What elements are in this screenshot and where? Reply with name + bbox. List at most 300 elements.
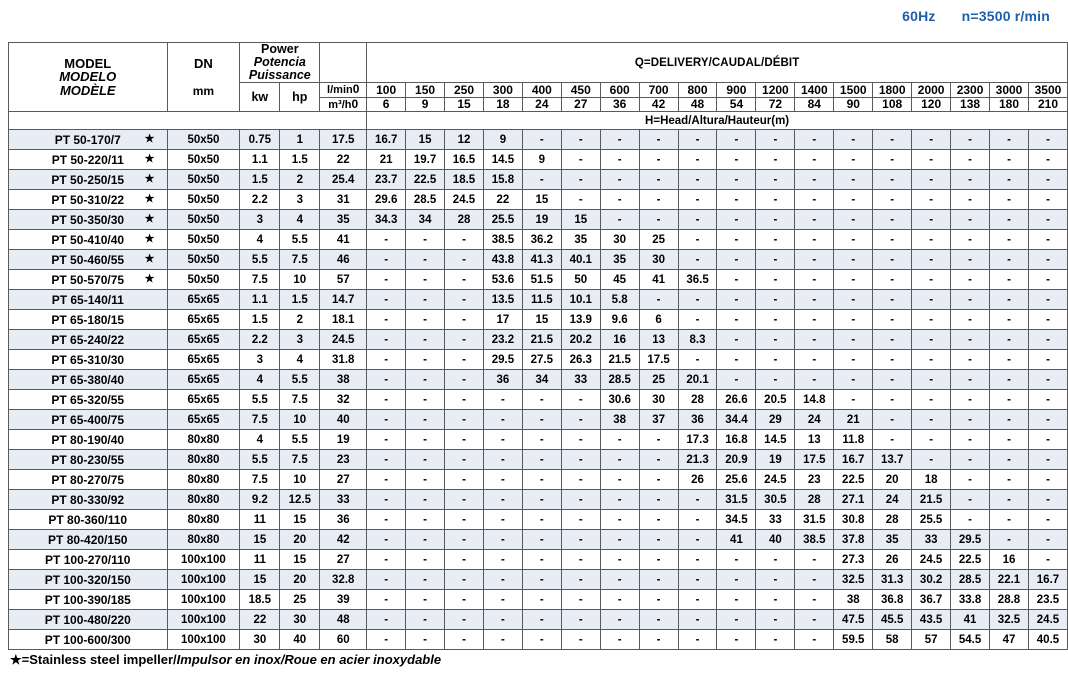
cell-dn: 50x50: [167, 210, 240, 230]
cell-head-8: -: [678, 210, 717, 230]
cell-head-10: -: [756, 210, 795, 230]
cell-head-3: -: [483, 530, 522, 550]
cell-head-10: -: [756, 270, 795, 290]
cell-head-11: -: [795, 550, 834, 570]
model-label: PT 65-380/40: [51, 372, 125, 387]
cell-hp: 15: [280, 510, 320, 530]
cell-head-0: -: [367, 290, 406, 310]
cell-head-2: -: [445, 590, 484, 610]
cell-head-5: -: [561, 410, 600, 430]
cell-dn: 100x100: [167, 570, 240, 590]
cell-head-0: -: [367, 310, 406, 330]
cell-head-12: 47.5: [834, 610, 873, 630]
cell-head-15: -: [951, 250, 990, 270]
cell-head-16: -: [990, 370, 1029, 390]
cell-head-17: -: [1028, 530, 1067, 550]
cell-head-1: -: [406, 590, 445, 610]
cell-head-16: -: [990, 170, 1029, 190]
cell-head-0: -: [367, 530, 406, 550]
cell-hp: 7.5: [280, 390, 320, 410]
cell-head-2: -: [445, 630, 484, 650]
cell-head-11: -: [795, 630, 834, 650]
table-row: [9, 170, 1068, 190]
cell-flow-zero: 24.5: [320, 330, 367, 350]
cell-head-2: 18.5: [445, 170, 484, 190]
speed-label: n=3500 r/min: [961, 8, 1050, 24]
cell-head-13: 35: [873, 530, 912, 550]
cell-head-3: -: [483, 450, 522, 470]
cell-head-8: -: [678, 350, 717, 370]
table-row: [9, 210, 1068, 230]
cell-head-5: -: [561, 490, 600, 510]
cell-head-11: -: [795, 570, 834, 590]
cell-flow-zero: 41: [320, 230, 367, 250]
header-dn: [167, 43, 240, 112]
cell-kw: 3: [240, 210, 280, 230]
cell-head-16: -: [990, 490, 1029, 510]
cell-model: [9, 350, 168, 370]
cell-head-15: -: [951, 350, 990, 370]
cell-kw: 2.2: [240, 330, 280, 350]
cell-head-14: -: [912, 230, 951, 250]
cell-head-10: 33: [756, 510, 795, 530]
cell-head-0: -: [367, 270, 406, 290]
cell-model: [9, 250, 168, 270]
cell-head-16: -: [990, 150, 1029, 170]
cell-hp: 1: [280, 130, 320, 150]
cell-head-14: 18: [912, 470, 951, 490]
footnote-fr: Roue en acier inoxydable: [284, 652, 442, 667]
cell-head-1: -: [406, 350, 445, 370]
cell-head-14: -: [912, 390, 951, 410]
cell-model: [9, 330, 168, 350]
cell-head-4: 34: [522, 370, 561, 390]
cell-head-13: -: [873, 190, 912, 210]
table-row: [9, 450, 1068, 470]
cell-head-3: 14.5: [483, 150, 522, 170]
cell-head-11: 13: [795, 430, 834, 450]
cell-head-13: -: [873, 310, 912, 330]
cell-dn: 50x50: [167, 130, 240, 150]
header-lmin-100: 100: [367, 83, 406, 98]
table-row: [9, 230, 1068, 250]
cell-head-12: 32.5: [834, 570, 873, 590]
cell-hp: 1.5: [280, 150, 320, 170]
header-m3h-15: 15: [445, 97, 484, 112]
footnote-sep1: /: [173, 652, 177, 667]
cell-head-0: -: [367, 490, 406, 510]
header-m3h-zero: 0: [351, 96, 359, 111]
stainless-star-icon: ★: [144, 193, 155, 206]
cell-head-6: -: [600, 190, 639, 210]
cell-kw: 15: [240, 570, 280, 590]
cell-head-10: -: [756, 570, 795, 590]
cell-dn: 65x65: [167, 410, 240, 430]
cell-head-12: 16.7: [834, 450, 873, 470]
cell-head-10: -: [756, 250, 795, 270]
table-row: [9, 290, 1068, 310]
cell-model: [9, 450, 168, 470]
cell-head-11: -: [795, 190, 834, 210]
cell-kw: 30: [240, 630, 280, 650]
cell-head-10: -: [756, 310, 795, 330]
cell-head-12: 27.3: [834, 550, 873, 570]
cell-head-17: -: [1028, 510, 1067, 530]
header-m3h-138: 138: [951, 97, 990, 112]
cell-head-13: -: [873, 170, 912, 190]
cell-head-10: -: [756, 150, 795, 170]
cell-head-5: -: [561, 530, 600, 550]
cell-head-14: 21.5: [912, 490, 951, 510]
cell-head-16: -: [990, 410, 1029, 430]
cell-head-13: 45.5: [873, 610, 912, 630]
cell-head-12: -: [834, 150, 873, 170]
cell-head-1: -: [406, 630, 445, 650]
header-m3h-42: 42: [639, 97, 678, 112]
cell-flow-zero: 39: [320, 590, 367, 610]
cell-model: [9, 470, 168, 490]
cell-head-0: 21: [367, 150, 406, 170]
cell-head-0: -: [367, 590, 406, 610]
header-lmin-800: 800: [678, 83, 717, 98]
cell-head-7: -: [639, 210, 678, 230]
cell-hp: 7.5: [280, 250, 320, 270]
cell-model: [9, 410, 168, 430]
cell-head-9: -: [717, 290, 756, 310]
table-row: [9, 630, 1068, 650]
cell-head-16: -: [990, 190, 1029, 210]
cell-head-12: 37.8: [834, 530, 873, 550]
cell-flow-zero: 48: [320, 610, 367, 630]
cell-head-7: -: [639, 430, 678, 450]
cell-dn: 65x65: [167, 390, 240, 410]
cell-kw: 1.5: [240, 310, 280, 330]
header-m3h-48: 48: [678, 97, 717, 112]
table-row: [9, 610, 1068, 630]
cell-head-8: 26: [678, 470, 717, 490]
footnote-en: Stainless steel impeller: [29, 652, 174, 667]
cell-dn: 50x50: [167, 150, 240, 170]
cell-head-3: -: [483, 590, 522, 610]
model-label: PT 50-570/75: [51, 272, 125, 287]
cell-head-14: -: [912, 450, 951, 470]
table-head: [9, 43, 1068, 130]
cell-model: [9, 190, 168, 210]
cell-hp: 25: [280, 590, 320, 610]
cell-flow-zero: 32: [320, 390, 367, 410]
cell-head-2: 24.5: [445, 190, 484, 210]
cell-head-11: -: [795, 370, 834, 390]
table-row: [9, 190, 1068, 210]
table-row: [9, 550, 1068, 570]
cell-model: [9, 630, 168, 650]
cell-dn: 50x50: [167, 270, 240, 290]
cell-head-0: -: [367, 430, 406, 450]
header-lmin-zero: 0: [352, 82, 360, 97]
cell-head-11: -: [795, 230, 834, 250]
cell-head-6: -: [600, 470, 639, 490]
cell-head-4: -: [522, 630, 561, 650]
cell-head-10: -: [756, 190, 795, 210]
cell-head-10: -: [756, 330, 795, 350]
cell-head-2: -: [445, 530, 484, 550]
cell-head-7: 17.5: [639, 350, 678, 370]
cell-head-13: 13.7: [873, 450, 912, 470]
header-row-head: [9, 112, 1068, 130]
stainless-star-icon: ★: [144, 233, 155, 246]
cell-head-8: -: [678, 290, 717, 310]
footnote-es: Impulsor en inox: [176, 652, 281, 667]
cell-kw: 0.75: [240, 130, 280, 150]
cell-head-5: 35: [561, 230, 600, 250]
cell-flow-zero: 22: [320, 150, 367, 170]
cell-head-2: -: [445, 570, 484, 590]
cell-head-3: 22: [483, 190, 522, 210]
cell-head-5: -: [561, 470, 600, 490]
cell-head-3: 38.5: [483, 230, 522, 250]
cell-head-3: 43.8: [483, 250, 522, 270]
header-model-es: MODELO: [59, 69, 117, 85]
cell-head-12: -: [834, 370, 873, 390]
header-spacer: [9, 112, 367, 130]
cell-head-7: 25: [639, 230, 678, 250]
header-lmin-450: 450: [561, 83, 600, 98]
footnote-star: ★: [10, 652, 22, 667]
cell-model: [9, 210, 168, 230]
cell-head-6: 9.6: [600, 310, 639, 330]
model-label: PT 80-270/75: [51, 472, 125, 487]
header-dn-label: DN: [194, 56, 213, 72]
cell-head-6: -: [600, 150, 639, 170]
cell-head-8: -: [678, 190, 717, 210]
cell-model: [9, 550, 168, 570]
cell-head-13: -: [873, 230, 912, 250]
cell-head-2: -: [445, 490, 484, 510]
cell-head-12: -: [834, 130, 873, 150]
cell-head-16: -: [990, 310, 1029, 330]
cell-head-2: 28: [445, 210, 484, 230]
cell-head-6: -: [600, 570, 639, 590]
cell-head-11: -: [795, 590, 834, 610]
cell-head-6: -: [600, 210, 639, 230]
cell-head-17: -: [1028, 310, 1067, 330]
cell-head-15: -: [951, 190, 990, 210]
cell-flow-zero: 40: [320, 410, 367, 430]
cell-head-12: 38: [834, 590, 873, 610]
cell-head-0: 34.3: [367, 210, 406, 230]
cell-head-15: -: [951, 230, 990, 250]
cell-head-1: -: [406, 330, 445, 350]
cell-head-12: 22.5: [834, 470, 873, 490]
header-unit-lmin: [320, 83, 367, 98]
cell-head-9: 34.5: [717, 510, 756, 530]
cell-head-15: -: [951, 430, 990, 450]
cell-head-16: -: [990, 130, 1029, 150]
cell-head-8: -: [678, 610, 717, 630]
cell-head-10: -: [756, 370, 795, 390]
cell-head-4: -: [522, 610, 561, 630]
cell-head-15: -: [951, 130, 990, 150]
cell-head-6: 30.6: [600, 390, 639, 410]
cell-head-14: 57: [912, 630, 951, 650]
cell-head-4: -: [522, 470, 561, 490]
cell-head-5: 50: [561, 270, 600, 290]
model-label: PT 50-460/55: [51, 252, 125, 267]
cell-head-16: -: [990, 250, 1029, 270]
cell-head-9: 34.4: [717, 410, 756, 430]
footnote: [10, 652, 441, 668]
cell-head-1: 22.5: [406, 170, 445, 190]
cell-head-0: -: [367, 470, 406, 490]
cell-head-17: -: [1028, 550, 1067, 570]
cell-head-12: -: [834, 230, 873, 250]
cell-flow-zero: 27: [320, 470, 367, 490]
cell-head-9: 41: [717, 530, 756, 550]
cell-head-10: -: [756, 130, 795, 150]
cell-model: [9, 530, 168, 550]
cell-head-14: -: [912, 250, 951, 270]
cell-hp: 5.5: [280, 230, 320, 250]
cell-head-1: 15: [406, 130, 445, 150]
cell-head-6: -: [600, 490, 639, 510]
cell-head-2: -: [445, 610, 484, 630]
cell-hp: 4: [280, 350, 320, 370]
cell-head-0: -: [367, 250, 406, 270]
cell-head-8: -: [678, 630, 717, 650]
cell-head-4: -: [522, 450, 561, 470]
cell-head-10: 40: [756, 530, 795, 550]
header-specs: [902, 8, 1050, 24]
header-lmin-3500: 3500: [1028, 83, 1067, 98]
cell-head-9: 26.6: [717, 390, 756, 410]
cell-head-14: 25.5: [912, 510, 951, 530]
cell-head-15: -: [951, 370, 990, 390]
cell-head-17: 40.5: [1028, 630, 1067, 650]
cell-head-13: -: [873, 430, 912, 450]
cell-head-12: -: [834, 390, 873, 410]
footnote-eq: =: [21, 652, 30, 667]
cell-kw: 7.5: [240, 270, 280, 290]
cell-kw: 4: [240, 370, 280, 390]
cell-head-8: 21.3: [678, 450, 717, 470]
cell-head-6: 38: [600, 410, 639, 430]
cell-head-7: 37: [639, 410, 678, 430]
cell-head-11: -: [795, 330, 834, 350]
cell-head-2: -: [445, 430, 484, 450]
cell-head-0: 16.7: [367, 130, 406, 150]
cell-kw: 4: [240, 230, 280, 250]
cell-head-17: 23.5: [1028, 590, 1067, 610]
cell-head-12: -: [834, 310, 873, 330]
cell-head-12: -: [834, 210, 873, 230]
cell-head-13: 20: [873, 470, 912, 490]
cell-head-7: -: [639, 490, 678, 510]
table-row: [9, 590, 1068, 610]
footnote-sep2: /: [280, 652, 285, 667]
cell-head-11: 38.5: [795, 530, 834, 550]
table-row: [9, 510, 1068, 530]
cell-head-2: -: [445, 270, 484, 290]
header-row-1: [9, 43, 1068, 83]
header-head-title: H=Head/Altura/Hauteur(m): [367, 112, 1068, 130]
model-label: PT 100-600/300: [44, 632, 131, 647]
header-model-en: MODEL: [64, 55, 112, 71]
cell-head-6: -: [600, 610, 639, 630]
cell-head-2: -: [445, 370, 484, 390]
cell-kw: 7.5: [240, 410, 280, 430]
header-delivery-title: Q=DELIVERY/CAUDAL/DÉBIT: [367, 43, 1068, 83]
cell-head-10: -: [756, 290, 795, 310]
model-label: PT 100-270/110: [45, 552, 131, 567]
cell-head-9: 16.8: [717, 430, 756, 450]
cell-head-16: -: [990, 210, 1029, 230]
model-label: PT 80-190/40: [51, 432, 125, 447]
header-model-fr: MODÈLE: [59, 83, 116, 99]
cell-head-7: 41: [639, 270, 678, 290]
cell-kw: 9.2: [240, 490, 280, 510]
cell-hp: 15: [280, 550, 320, 570]
cell-head-1: -: [406, 290, 445, 310]
model-label: PT 80-420/150: [48, 532, 128, 547]
cell-kw: 5.5: [240, 250, 280, 270]
cell-head-10: -: [756, 590, 795, 610]
cell-dn: 80x80: [167, 450, 240, 470]
cell-head-3: -: [483, 390, 522, 410]
cell-head-15: -: [951, 170, 990, 190]
cell-head-0: -: [367, 410, 406, 430]
header-flow-units-cell: [320, 43, 367, 83]
cell-flow-zero: 25.4: [320, 170, 367, 190]
cell-head-2: -: [445, 310, 484, 330]
cell-hp: 10: [280, 270, 320, 290]
cell-head-9: -: [717, 590, 756, 610]
cell-head-16: -: [990, 330, 1029, 350]
cell-head-3: -: [483, 570, 522, 590]
cell-head-6: -: [600, 630, 639, 650]
header-lmin-150: 150: [406, 83, 445, 98]
cell-head-9: -: [717, 330, 756, 350]
cell-head-6: -: [600, 170, 639, 190]
cell-dn: 65x65: [167, 330, 240, 350]
cell-head-12: 11.8: [834, 430, 873, 450]
cell-dn: 65x65: [167, 370, 240, 390]
cell-head-11: -: [795, 310, 834, 330]
cell-head-7: 25: [639, 370, 678, 390]
cell-kw: 1.1: [240, 290, 280, 310]
model-label: PT 65-400/75: [51, 412, 125, 427]
cell-flow-zero: 32.8: [320, 570, 367, 590]
cell-head-10: -: [756, 630, 795, 650]
cell-head-2: -: [445, 450, 484, 470]
header-power-fr: Puissance: [248, 68, 311, 83]
cell-head-7: 30: [639, 390, 678, 410]
cell-head-2: -: [445, 350, 484, 370]
cell-head-15: -: [951, 470, 990, 490]
cell-dn: 65x65: [167, 310, 240, 330]
cell-head-10: -: [756, 550, 795, 570]
cell-head-8: -: [678, 590, 717, 610]
cell-head-12: 59.5: [834, 630, 873, 650]
cell-head-1: -: [406, 430, 445, 450]
cell-head-9: -: [717, 630, 756, 650]
cell-head-0: 23.7: [367, 170, 406, 190]
cell-head-15: -: [951, 450, 990, 470]
cell-model: [9, 150, 168, 170]
cell-head-4: 27.5: [522, 350, 561, 370]
cell-flow-zero: 14.7: [320, 290, 367, 310]
cell-head-7: 30: [639, 250, 678, 270]
cell-head-13: -: [873, 390, 912, 410]
